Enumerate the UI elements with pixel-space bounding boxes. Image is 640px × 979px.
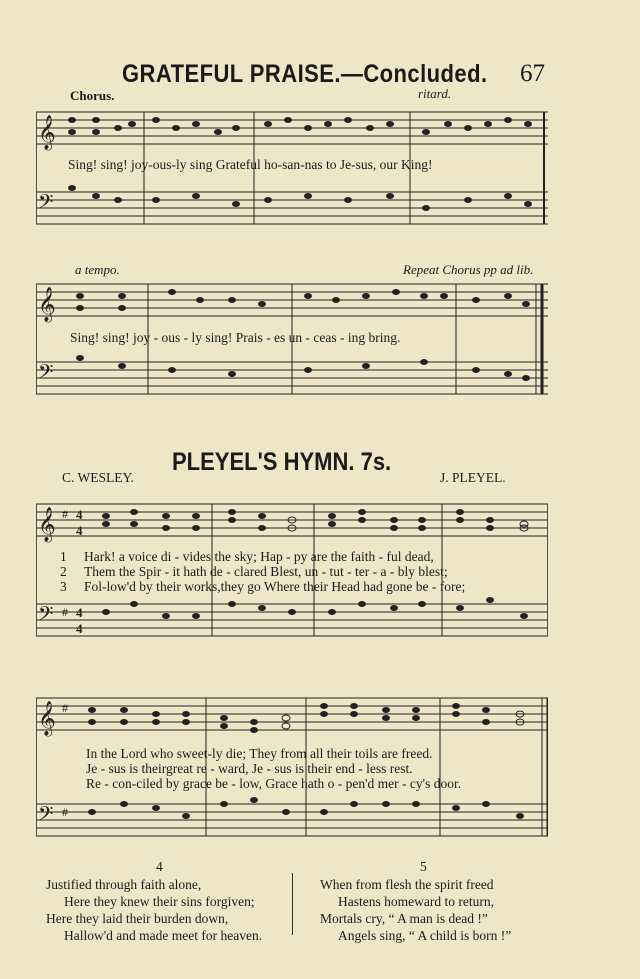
hymn-verse-1-line-1: Hark! a voice di - vides the sky; Hap - py are the faith - ful dead,: [84, 549, 434, 564]
svg-text:𝄢: 𝄢: [38, 604, 54, 630]
svg-text:𝄞: 𝄞: [38, 508, 56, 541]
svg-text:4: 4: [76, 523, 83, 538]
verse-4-line-3: Here they laid their burden down,: [46, 911, 229, 926]
svg-text:4: 4: [76, 621, 83, 636]
hymn-title: PLEYEL'S HYMN. 7s.: [172, 448, 392, 476]
svg-text:𝄞: 𝄞: [38, 116, 56, 149]
verse-5-line-4: Angels sing, “ A child is born !”: [338, 928, 512, 943]
hymn-verse-1-line-2: In the Lord who sweet-ly die; They from all their toils are freed.: [86, 746, 433, 761]
hymn-verse-2-line-2: Je - sus is theirgreat re - ward, Je - sus is their end - less rest.: [86, 761, 413, 776]
svg-text:𝄢: 𝄢: [38, 362, 54, 388]
svg-text:𝄢: 𝄢: [38, 192, 54, 218]
verse-4-number: 4: [156, 859, 163, 874]
hymn-composer: J. PLEYEL.: [440, 470, 506, 485]
svg-text:#: #: [62, 605, 68, 619]
hymn-verse-3-number: 3: [60, 579, 67, 594]
verse-5-line-1: When from flesh the spirit freed: [320, 877, 494, 892]
svg-text:#: #: [62, 805, 68, 819]
verse-4-line-2: Here they knew their sins forgiven;: [64, 894, 255, 909]
hymn-verse-1-number: 1: [60, 549, 67, 564]
chorus-label: Chorus.: [70, 88, 115, 103]
svg-text:#: #: [62, 701, 68, 715]
hymn-verse-3-line-2: Re - con-ciled by grace be - low, Grace hath o - pen'd mer - cy's door.: [86, 776, 462, 791]
chorus-system-2-staves: [36, 272, 548, 422]
page-number: 67: [520, 60, 545, 87]
hymn-verse-2-number: 2: [60, 564, 67, 579]
svg-text:𝄞: 𝄞: [38, 702, 56, 735]
hymn-author: C. WESLEY.: [62, 470, 134, 485]
svg-text:#: #: [62, 507, 68, 521]
repeat-chorus-note: Repeat Chorus pp ad lib.: [403, 262, 534, 277]
verse-4-line-4: Hallow'd and made meet for heaven.: [64, 928, 263, 943]
verse-column-divider: [292, 873, 293, 935]
chorus-lyric-line-2: Sing! sing! joy - ous - ly sing! Prais - es un - ceas - ing bring.: [70, 330, 401, 345]
ritard-mark: ritard.: [418, 86, 452, 101]
chorus-lyric-line-1: Sing! sing! joy-ous-ly sing Grateful ho-san-nas to Je-sus, our King!: [68, 157, 433, 172]
page-title: GRATEFUL PRAISE.—Concluded.: [122, 60, 488, 88]
hymn-verse-3-line-1: Fol-low'd by their works,they go Where their Head had gone be - fore;: [84, 579, 466, 594]
hymn-verse-2-line-1: Them the Spir - it hath de - clared Blest, un - tut - ter - a - bly blest;: [84, 564, 448, 579]
a-tempo-mark: a tempo.: [75, 262, 120, 277]
svg-text:4: 4: [76, 605, 83, 620]
verse-5-number: 5: [420, 859, 427, 874]
svg-text:𝄢: 𝄢: [38, 804, 54, 830]
chorus-system-1-staves: [36, 100, 548, 250]
svg-text:4: 4: [76, 507, 83, 522]
verse-5-line-2: Hastens homeward to return,: [338, 894, 494, 909]
verse-4-line-1: Justified through faith alone,: [46, 877, 202, 892]
svg-text:𝄞: 𝄞: [38, 288, 56, 321]
verse-5-line-3: Mortals cry, “ A man is dead !”: [320, 911, 488, 926]
